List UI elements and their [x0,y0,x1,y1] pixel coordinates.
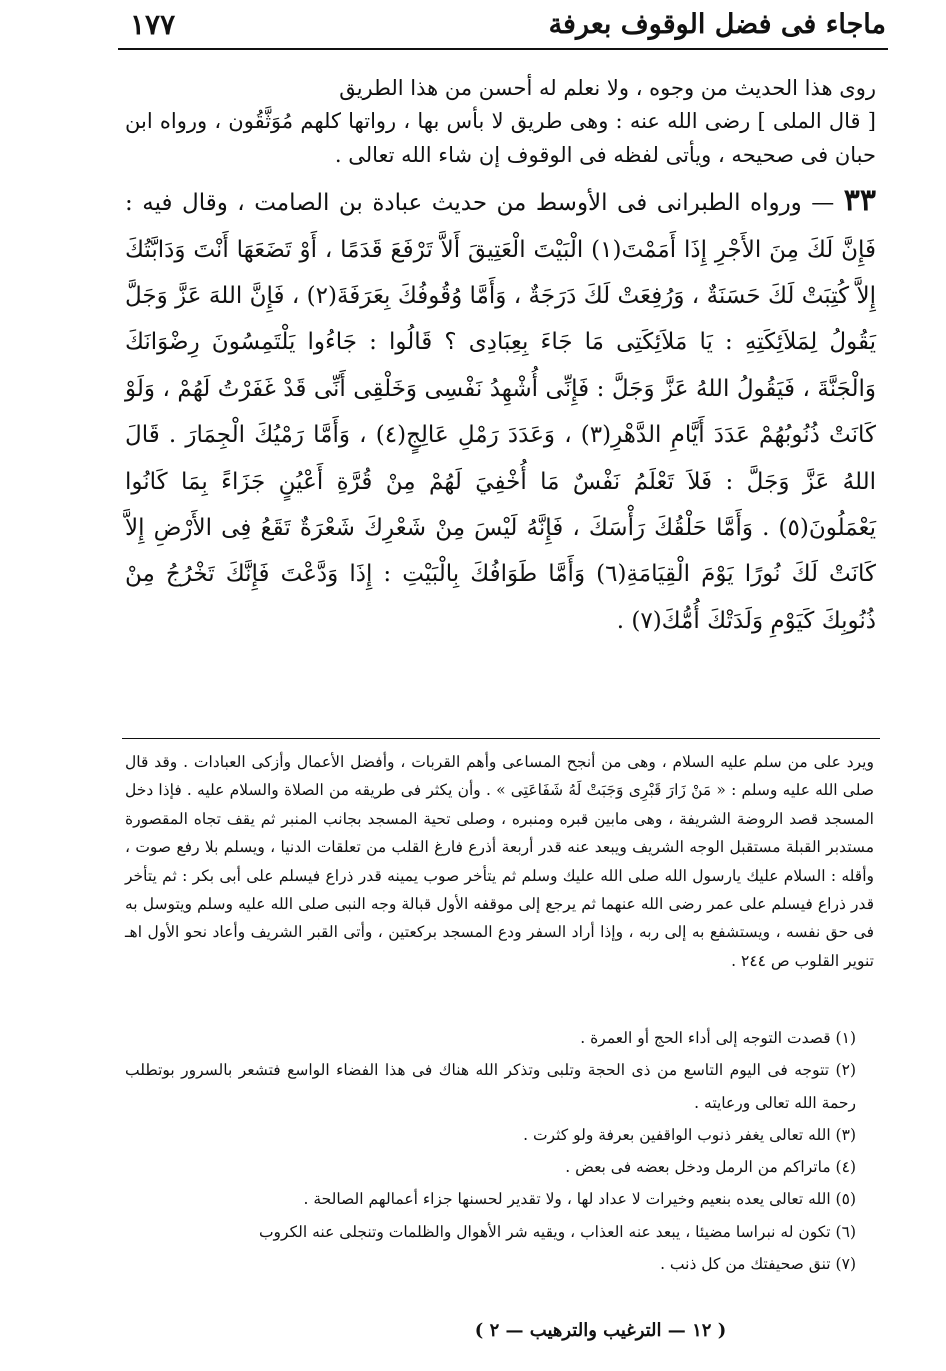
footnote-1: (١) قصدت التوجه إلى أداء الحج أو العمرة . [580,1029,856,1047]
footnote-5: (٥) الله تعالى يعده بنعيم وخيرات لا عداد لها ، ولا تقدير لحسنها جزاء أعمالهم الصالحة . [303,1190,856,1209]
hadith-block [125,178,876,644]
page-header [120,4,886,44]
main-text [125,72,876,644]
notes-divider [122,738,880,739]
hadith-number: ٣٣ [843,183,876,219]
footnote-6: (٦) تكون له نبراسا مضيئا ، يبعد عنه العذاب ، ويقيه شر الأهوال والظلمات وتنجلى عنه الكروب [258,1222,856,1241]
header-rule [118,48,888,50]
footnote-4: (٤) ماتراكم من الرمل ودخل بعضه فى بعض . [565,1158,856,1177]
signature-mark: ( ١٢ — الترغيب والترهيب — ٢ ) [474,1320,727,1341]
footnote-2: (٢) تتوجه فى اليوم التاسع من ذى الحجة وتلبى وتذكر الله هناك فى هذا الفضاء الواسع فتشعر بالسرور بوتطلب رحمة الله تعالى ورعايته . [125,1061,856,1112]
running-title: ماجاء فى فضل الوقوف بعرفة [548,8,886,40]
body-paragraph-2: [ قال الملى ] رضى الله عنه : وهى طريق لا بأس بها ، رواتها كلهم مُوَثَّقُون ، ورواه ابن حبان فى صحيحه ، ويأتى لفظه فى الوقوف إن شاء الله تعالى . [125,109,876,167]
footnote-3: (٣) الله تعالى يغفر ذنوب الواقفين بعرفة ولو كثرت . [523,1125,856,1144]
hadith-text: فَإِنَّ لَكَ مِنَ الأَجْرِ إِذَا أَمَمْتَ(١) الْبَيْتَ الْعَتِيقَ أَلاَّ تَرْفَعَ قَدَمًا ، أَوْ تَضَعَهَا أَنْتَ وَدَابَّتُكَ إِلاَّ كُتِبَتْ لَكَ حَسَنَةٌ ، وَرُفِعَتْ لَكَ دَرَجَةٌ ، وَأَمَّا وُقُوفُكَ بِعَرَفَةَ(٢) ، فَإِنَّ اللهَ عَزَّ وَجَلَّ يَقُولُ لِمَلاَئِكَتِهِ : يَا مَلاَئِكَتِى مَا جَاءَ بِعِبَادِى ؟ قَالُوا : جَاءُوا يَلْتَمِسُونَ رِضْوَانَكَ وَالْجَنَّةَ ، فَيَقُولُ اللهُ عَزَّ وَجَلَّ : فَإِنِّى أُشْهِدُ نَفْسِى وَخَلْقِى أَنِّى قَدْ غَفَرْتُ لَهُمْ ، وَلَوْ كَانَتْ ذُنُوبُهُمْ عَدَدَ أَيَّامِ الدَّهْرِ(٣) ، وَعَدَدَ رَمْلِ عَالِجٍ(٤) ، وَأَمَّا رَمْيُكَ الْجِمَارَ . قَالَ اللهُ عَزَّ وَجَلَّ : فَلاَ تَعْلَمُ نَفْسٌ مَا أُخْفِيَ لَهُمْ مِنْ قُرَّةِ أَعْيُنٍ جَزَاءً بِمَا كَانُوا يَعْمَلُونَ(٥) . وَأَمَّا حَلْقُكَ رَأْسَكَ ، فَإِنَّهُ لَيْسَ مِنْ شَعْرِكَ شَعْرَةٌ تَقَعُ فِى الأَرْضِ إِلاَّ كَانَتْ لَكَ نُورًا يَوْمَ الْقِيَامَةِ(٦) وَأَمَّا طَوَافُكَ بِالْبَيْتِ : إِذَا وَدَّعْتَ فَإِنَّكَ تَخْرُجُ مِنْ ذُنُوبِكَ كَيَوْمِ وَلَدَتْكَ أُمُّكَ(٧) . [125,236,877,634]
notes-section [125,748,874,975]
footnote-7: (٧) تنق صحيفتك من كل ذنب . [660,1255,856,1274]
page-number: ١٧٧ [130,7,176,41]
body-paragraph-1: روى هذا الحديث من وجوه ، ولا نعلم له أحسن من هذا الطريق [339,76,876,100]
hadith-intro: — ورواه الطبرانى فى الأوسط من حديث عبادة بن الصامت ، وقال فيه : [125,190,835,217]
notes-paragraph: ويرد على من سلم عليه السلام ، وهى من أنجح المساعى وأهم القربات ، وأفضل الأعمال وأزكى العبادات . وقد قال صلى الله عليه وسلم : « مَنْ زَارَ قَبْرِى وَجَبَتْ لَهُ شَفَاعَتِى » . وأن يكثر فى طريقه من الصلاة والسلام عليه . فإذا دخل المسجد قصد الروضة الشريفة ، وهى مابين قبره ومنبره ، وصلى تحية المسجد بجانب المنبر ثم يقف تجاه المقصورة مستدبر القبلة مستقبل الوجه الشريف ويبعد عنه قدر أربعة أذرع فارغ القلب من تعلقات الدنيا ، ويسلم بلا رفع صوت ، وأقله : السلام عليك يارسول الله صلى الله عليك وسلم ثم يتأخر صوب يمينه قدر ذراع فيسلم على أبى بكر : ثم يتأخر قدر ذراع فيسلم على عمر رضى الله عنهما ثم يرجع إلى موقفه الأول قبالة وجه النبى صلى الله عليه وسلم ويتوسل به فى حق نفسه ، ويستشفع به إلى ربه ، وإذا أراد السفر ودع المسجد بركعتين ، وأتى القبر الشريف وأعاد نحو الأول اهـ تنوير القلوب ص ٢٤٤ . [125,753,874,970]
footnotes-list [125,1022,856,1280]
